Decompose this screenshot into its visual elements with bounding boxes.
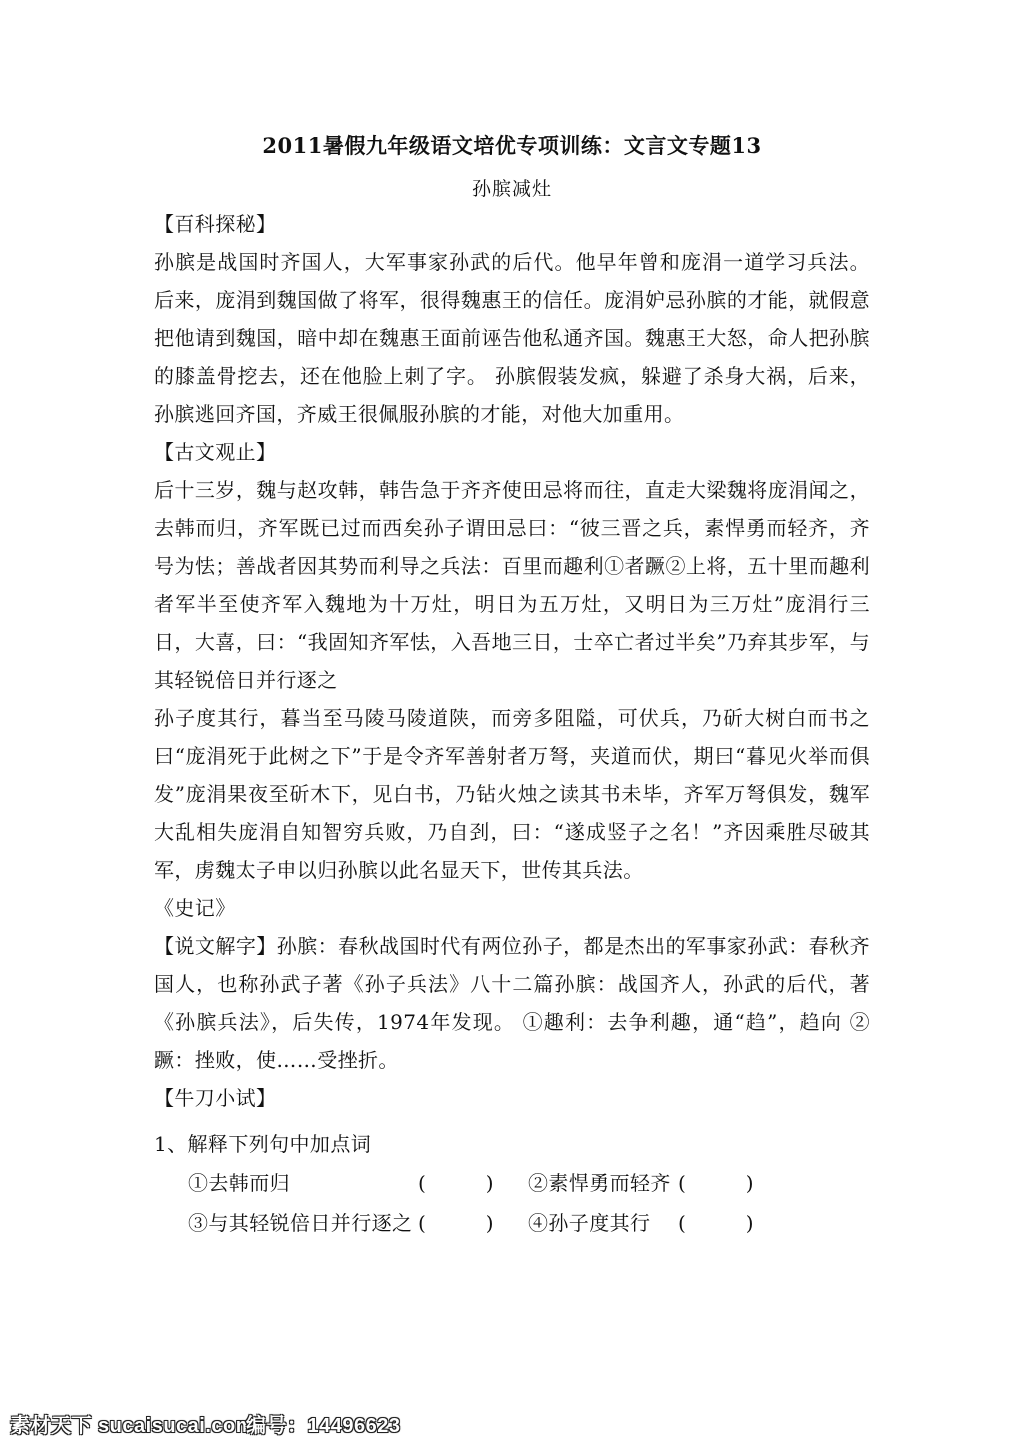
answer-blank[interactable]: ( ) — [678, 1211, 754, 1235]
question-item-text: ②素悍勇而轻齐 — [528, 1171, 671, 1195]
shuowen-text: 孙膑：春秋战国时代有两位孙子，都是杰出的军事家孙武：春秋齐国人，也称孙武子著《孙子兵法》八十二篇孙膑：战国齐人，孙武的后代，著《孙膑兵法》，后失传，1974年发现。 ①趣利：去争利趣，通“趋”，趋向 ②蹶：挫败，使……受挫折。 — [154, 934, 870, 1072]
guwen-paragraph-1: 后十三岁，魏与赵攻韩，韩告急于齐齐使田忌将而往，直走大梁魏将庞涓闻之，去韩而归，齐军既已过而西矣孙子谓田忌曰：“彼三晋之兵，素悍勇而轻齐，齐号为怯；善战者因其势而利导之兵法：百里而趣利①者蹶②上将，五十里而趣利者军半至使齐军入魏地为十万灶，明日为五万灶，又明日为三万灶”庞涓行三日，大喜，曰：“我固知齐军怯，入吾地三日，士卒亡者过半矣”乃弃其步军，与其轻锐倍日并行逐之 — [154, 478, 870, 692]
answer-blank[interactable]: ( ) — [678, 1171, 754, 1195]
answer-blank[interactable]: ( ) — [418, 1211, 494, 1235]
guwen-paragraph-2: 孙子度其行，暮当至马陵马陵道陕，而旁多阻隘，可伏兵，乃斫大树白而书之曰“庞涓死于此树之下”于是令齐军善射者万弩，夹道而伏，期曰“暮见火举而俱发”庞涓果夜至斫木下，见白书，乃钻火烛之读其书未毕，齐军万弩俱发，魏军大乱相失庞涓自知智穷兵败，乃自刭，曰：“遂成竖子之名！”齐因乘胜尽破其军，虏魏太子申以归孙膑以此名显天下，世传其兵法。 — [154, 706, 870, 882]
question-item — [528, 1164, 868, 1202]
question-item-text: ①去韩而归 — [188, 1171, 290, 1195]
page-title: 2011暑假九年级语文培优专项训练：文言文专题13 — [262, 133, 762, 158]
document-body — [154, 205, 870, 1243]
question-row — [154, 1203, 870, 1243]
section-heading-shuowen: 【说文解字】 — [154, 934, 277, 958]
question-1-title: 1、解释下列句中加点词 — [154, 1132, 372, 1156]
question-row — [154, 1163, 870, 1203]
answer-blank[interactable]: ( ) — [418, 1171, 494, 1195]
question-item-text: ④孙子度其行 — [528, 1211, 651, 1235]
question-item — [188, 1204, 528, 1242]
page-subtitle: 孙膑减灶 — [471, 178, 552, 200]
watermark-bar — [0, 1402, 1024, 1442]
watermark-number: 编号：14496623 — [246, 1415, 401, 1437]
shuowen-paragraph — [154, 927, 870, 1079]
section-heading-guwen: 【古文观止】 — [154, 440, 277, 464]
question-item-text: ③与其轻锐倍日并行逐之 — [188, 1211, 413, 1235]
section-heading-niudao: 【牛刀小试】 — [154, 1086, 277, 1110]
baike-paragraph: 孙膑是战国时齐国人，大军事家孙武的后代。他早年曾和庞涓一道学习兵法。 后来，庞涓到魏国做了将军，很得魏惠王的信任。庞涓妒忌孙膑的才能，就假意把他请到魏国，暗中却在魏惠王面前诬告他私通齐国。魏惠王大怒，命人把孙膑的膝盖骨挖去，还在他脸上刺了字。 孙膑假装发疯，躲避了杀身大祸，后来，孙膑逃回齐国，齐威王很佩服孙膑的才能，对他大加重用。 — [154, 250, 870, 426]
watermark-site: 素材天下 sucaisucai.com — [10, 1415, 255, 1437]
question-item — [188, 1164, 528, 1202]
section-heading-baike: 【百科探秘】 — [154, 212, 277, 236]
source-citation: 《史记》 — [154, 896, 236, 920]
question-item — [528, 1204, 868, 1242]
